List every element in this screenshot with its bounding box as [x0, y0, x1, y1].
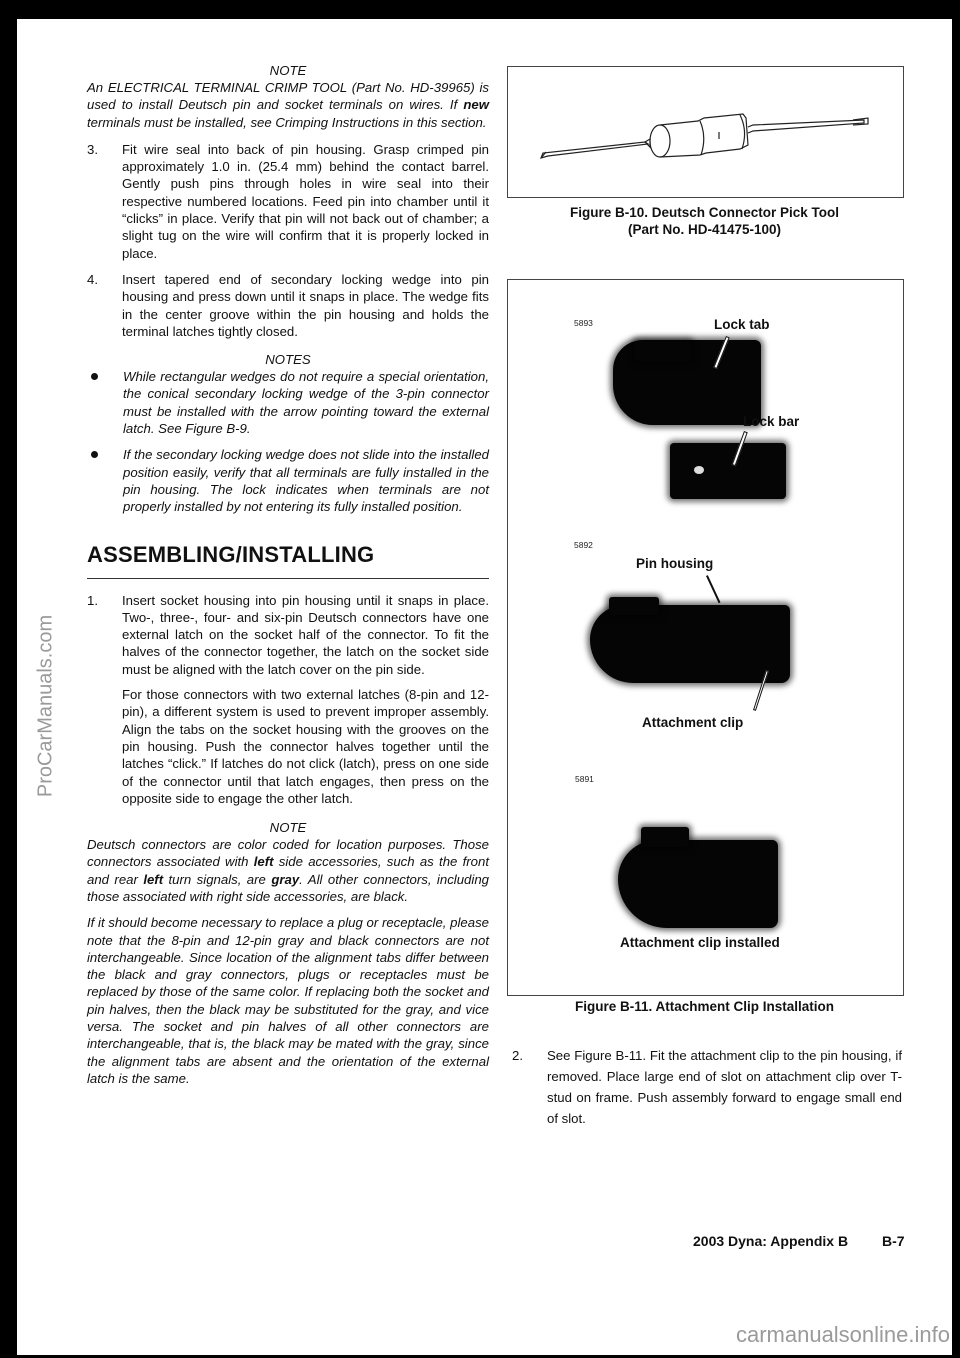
pin-housing-photo: [590, 605, 790, 683]
note-color-coding: Deutsch connectors are color coded for location purposes. Those connectors associated with left side accessories, such as the front and rear left turn signals, are gray. All other connectors, including those associated with right side accessories, are black.: [87, 837, 489, 904]
lock-bar-photo: [670, 443, 786, 499]
pin-housing-top: [609, 597, 659, 615]
panel-code: 5891: [575, 774, 594, 784]
note-crimp-tool: An ELECTRICAL TERMINAL CRIMP TOOL (Part No. HD-39965) is used to install Deutsch pin and socket terminals on wires. If new terminals must be installed, see Crimping Instructions in this section.: [87, 80, 489, 130]
note-bullet: If the secondary locking wedge does not slide into the installed position easily, verify that all terminals are fully installed in the pin housing. The lock indicates when terminals are not properly installed by not entering its fully installed position.: [87, 446, 489, 515]
label-pin-housing: Pin housing: [636, 556, 714, 571]
step-1: 1. Insert socket housing into pin housing until it snaps in place. Two-, three-, four- and six-pin Deutsch connectors have one external latch on the socket half of the connector. To fit the halves of the connector together, the latch on the socket side must be aligned with the latch cover on the pin side. For those connectors with two external latches (8-pin and 12-pin), a different system is used to prevent improper assembly. Align the tabs on the socket housing with the grooves on the pin housing. Push the connector halves together until the latches “click.” If latches do not click (latch), press on one side of the connector until that latch engages, then press on the opposite side to engage the other latch.: [87, 592, 489, 806]
leader-pin-housing: [706, 575, 720, 603]
step-1-continued: For those connectors with two external latches (8-pin and 12-pin), a different system is used to prevent improper assembly. Align the tabs on the socket housing with the grooves on the pin housing. Push the connector halves together until the latches “click.” If latches do not click (latch), press on one side of the connector until that latch engages, then press on the opposite side to engage the other latch.: [122, 687, 489, 806]
section-heading: ASSEMBLING/INSTALLING: [87, 541, 375, 567]
step-4: 4. Insert tapered end of secondary locking wedge into pin housing and press down until it snaps in place. The wedge fits in the center groove within the pin housing and holds the terminal latches tightly closed.: [87, 271, 489, 339]
pick-tool-illustration: [508, 67, 903, 197]
bullet-icon: [87, 368, 123, 437]
notes-title: NOTES: [265, 352, 311, 368]
footer-page-number: B-7: [882, 1233, 905, 1249]
label-lock-bar: Lock bar: [743, 414, 800, 429]
installed-clip-top: [641, 827, 689, 847]
watermark-bottom: carmanualsonline.info: [735, 1322, 950, 1347]
step-3: 3. Fit wire seal into back of pin housing. Grasp crimped pin approximately 1.0 in. (25.4 mm) behind the contact barrel. Gently push pins through holes in wire seal into their respective numbered locations. Feed pin into chamber until it “clicks” in place. Verify that pin will not back out of chamber; a slight tug on the wire will confirm that it is properly locked in place.: [87, 141, 489, 261]
installed-clip-photo: [618, 840, 778, 928]
note-interchangeability: If it should become necessary to replace a plug or receptacle, please note that the 8-pin and 12-pin gray and black connectors are not interchangeable. Since location of the alignment tabs differ between the black and gray connectors, plugs or receptacles must be replaced by those of the same color. If replacing both the socket and pin halves, then the black may be substituted for the gray, and vice versa. The socket and pin halves of all other connectors are interchangeable, that is, the black may be mated with the gray, since the alignment tabs are absent and the orientation of the external latch is the same.: [87, 915, 489, 1086]
bullet-icon: [87, 446, 123, 515]
label-lock-tab: Lock tab: [714, 317, 770, 332]
note-bullet: While rectangular wedges do not require a special orientation, the conical secondary locking wedge of the 3-pin connector must be installed with the arrow pointing toward the external latch. See Figure B-9.: [87, 368, 489, 437]
lock-bar-detail: [694, 466, 704, 474]
left-column: [87, 62, 489, 1087]
watermark-left: ProCarManuals.com: [34, 614, 57, 798]
panel-code: 5893: [574, 318, 593, 328]
figure-b11-caption: Figure B-11. Attachment Clip Installation: [574, 999, 835, 1014]
label-attachment-clip: Attachment clip: [642, 715, 744, 730]
figure-b10-box: [507, 66, 904, 198]
step-2: 2. See Figure B-11. Fit the attachment clip to the pin housing, if removed. Place large end of slot on attachment clip over T-stud on frame. Push assembly forward to engage small end of slot.: [512, 1048, 902, 1126]
note-title: NOTE: [269, 820, 307, 836]
label-attachment-clip-installed: Attachment clip installed: [620, 935, 780, 950]
note-title: NOTE: [269, 63, 307, 78]
figure-b11-box: [507, 279, 904, 996]
panel-code: 5892: [574, 540, 593, 550]
figure-b10-caption: Figure B-10. Deutsch Connector Pick Tool (Part No. HD-41475-100): [569, 205, 840, 237]
footer-title: 2003 Dyna: Appendix B: [693, 1233, 849, 1249]
socket-housing-top: [635, 341, 691, 361]
